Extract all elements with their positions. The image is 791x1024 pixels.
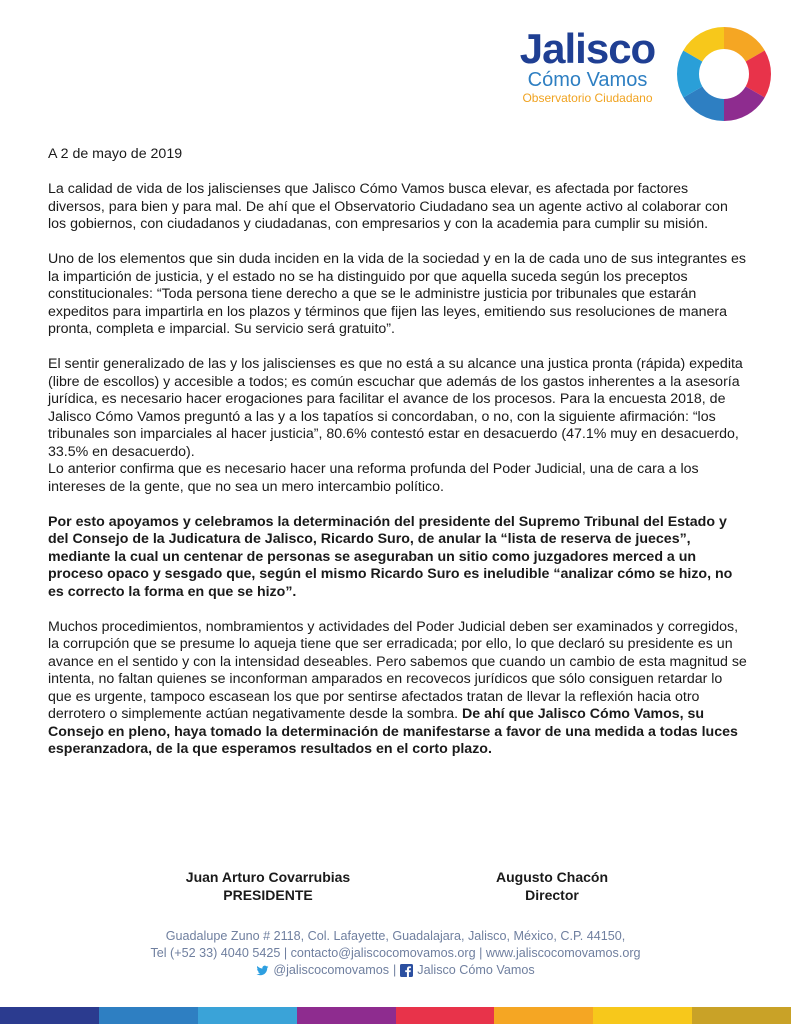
signer-name: Juan Arturo Covarrubias bbox=[185, 869, 351, 885]
logo-subtitle: Cómo Vamos bbox=[527, 69, 648, 91]
paragraph-6 bbox=[48, 619, 748, 759]
color-bar-segment bbox=[494, 1007, 593, 1024]
facebook-icon bbox=[400, 964, 413, 977]
signer-president bbox=[168, 868, 368, 904]
logo-ring-segment bbox=[755, 56, 760, 92]
paragraph-4: Lo anterior confirma que es necesario hacer una reforma profunda del Poder Judicial, una de cara a los intereses de la gente, que no sea un mero intercambio político. bbox=[48, 461, 699, 495]
paragraph-5: Por esto apoyamos y celebramos la determinación del presidente del Supremo Tribunal del Estado y del Consejo de la Judicatura de Jalisco, Ricardo Suro, de anular la “lista de reserva de jueces”, mediante la cual un centenar de personas se aseguraban un sitio como juzgadores merced a un proceso opaco y sesgado que, según el mismo Ricardo Suro es ineludible “analizar cómo se hizo, no es correcto la forma en que se hizo”. bbox=[48, 513, 733, 600]
twitter-icon bbox=[256, 964, 269, 977]
color-bar-segment bbox=[99, 1007, 198, 1024]
logo-ring-segment bbox=[688, 56, 693, 92]
color-bar-segment bbox=[593, 1007, 692, 1024]
color-bar-segment bbox=[198, 1007, 297, 1024]
logo-tagline: Observatorio Ciudadano bbox=[522, 91, 653, 105]
color-bar bbox=[0, 1007, 791, 1024]
signer-director bbox=[462, 868, 642, 904]
logo-ring-icon bbox=[674, 24, 774, 124]
letter-date: A 2 de mayo de 2019 bbox=[48, 146, 183, 162]
paragraph-1: La calidad de vida de los jaliscienses que Jalisco Cómo Vamos busca elevar, es afectada por factores diversos, para bien y para mal. De ahí que el Observatorio Ciudadano sea un agente activo al colaborar con los gobiernos, con ciudadanos y ciudadanas, con empresarios y con la academia para cumplir su misión. bbox=[48, 181, 728, 232]
logo-title: Jalisco bbox=[519, 25, 656, 72]
signer-role: PRESIDENTE bbox=[223, 887, 313, 903]
logo-ring-segment bbox=[724, 92, 755, 110]
color-bar-segment bbox=[0, 1007, 99, 1024]
footer-contact: Tel (+52 33) 4040 5425 | contacto@jaliscocomovamos.org | www.jaliscocomovamos.org bbox=[150, 946, 641, 960]
logo-text bbox=[515, 25, 660, 105]
footer-separator: | bbox=[393, 963, 397, 977]
logo-ring-segment bbox=[693, 38, 724, 56]
logo-ring-segment bbox=[693, 92, 724, 110]
signer-role: Director bbox=[525, 887, 579, 903]
logo bbox=[515, 25, 775, 120]
color-bar-segment bbox=[396, 1007, 495, 1024]
color-bar-segment bbox=[692, 1007, 791, 1024]
paragraph-6-bold: De ahí que Jalisco Cómo Vamos, su Consejo en pleno, haya tomado la determinación de manifestarse a favor de una medida a todas luces esperanzadora, de la que esperamos resultados en el corto plazo. bbox=[48, 706, 738, 757]
twitter-handle[interactable]: @jaliscocomovamos bbox=[273, 963, 390, 977]
footer-address: Guadalupe Zuno # 2118, Col. Lafayette, Guadalajara, Jalisco, México, C.P. 44150, bbox=[165, 929, 626, 943]
facebook-page[interactable]: Jalisco Cómo Vamos bbox=[417, 963, 535, 977]
paragraph-3 bbox=[48, 356, 748, 461]
paragraph-3-text: El sentir generalizado de las y los jaliscienses es que no está a su alcance una justica pronta (rápida) expedita (libre de escollos) y accesible a todos; es común escuchar que además de los gastos inherentes a la asesoría jurídica, es necesario hacer erogaciones para facilitar el avance de los procesos. Para la encuesta 2018, de Jalisco Cómo Vamos preguntó a las y a los tapatíos si concordaban, o no, con la siguiente afirmación: “los tribunales son imparciales al hacer justicia”, 80.6% contestó estar en desacuerdo (47.1% muy en desacuerdo, 33.5% en desacuerdo). bbox=[48, 356, 743, 460]
color-bar-segment bbox=[297, 1007, 396, 1024]
letter-body bbox=[48, 146, 748, 776]
footer bbox=[0, 928, 791, 982]
signer-name: Augusto Chacón bbox=[496, 869, 608, 885]
footer-social bbox=[256, 962, 534, 979]
logo-ring-segment bbox=[724, 38, 755, 56]
paragraph-2: Uno de los elementos que sin duda inciden en la vida de la sociedad y en la de cada uno de sus integrantes es la impartición de justicia, y el estado no se ha distinguido por que aquella suceda según los preceptos constitucionales: “Toda persona tiene derecho a que se le administre justicia por tribunales que estarán expeditos para impartirla en los plazos y términos que fijen las leyes, emitiendo sus resoluciones de manera pronta, completa e imparcial. Su servicio será gratuito”. bbox=[48, 251, 747, 337]
paragraph-6-text: Muchos procedimientos, nombramientos y actividades del Poder Judicial deben ser examinados y corregidos, la corrupción que se presume lo aqueja tiene que ser erradicada; por ello, lo que declaró su presidente es un avance en el sentido y con la intensidad deseables. Pero sabemos que cuando un cambio de esta magnitud se intenta, no faltan quienes se inconforman amparados en recovecos jurídicos que sólo consiguen retardar lo que es urgente, tampoco escasean los que por sentirse afectados tratan de llevar la reflexión hacia otro derrotero o simplemente actúan negativamente desde la sombra. bbox=[48, 618, 747, 722]
